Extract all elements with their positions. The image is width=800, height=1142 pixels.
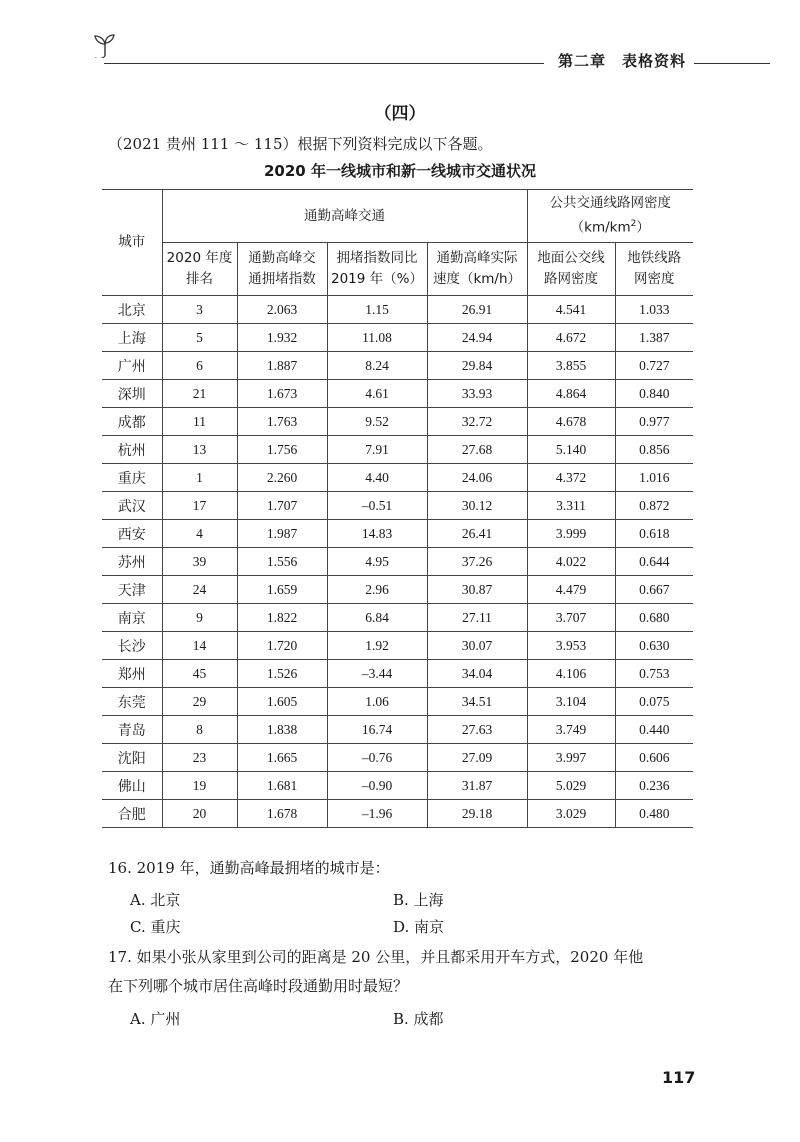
table-row [102,632,693,660]
cell-speed: 26.41 [427,520,527,548]
cell-rank: 1 [162,464,237,492]
cell-city: 天津 [102,576,162,604]
cell-yoy: 14.83 [327,520,427,548]
table-row [102,716,693,744]
cell-rank: 19 [162,772,237,800]
cell-yoy: 6.84 [327,604,427,632]
cell-speed: 34.04 [427,660,527,688]
cell-metro: 0.667 [615,576,693,604]
table-row [102,772,693,800]
header-city: 城市 [102,190,162,296]
table-row [102,436,693,464]
cell-bus: 4.672 [527,324,615,352]
header-yoy-change: 拥堵指数同比 2019 年（%） [327,243,427,296]
cell-bus: 3.855 [527,352,615,380]
cell-bus: 3.707 [527,604,615,632]
page-number: 117 [662,1068,696,1087]
cell-speed: 33.93 [427,380,527,408]
traffic-data-table [102,189,693,828]
cell-bus: 3.029 [527,800,615,828]
intro-text: （2021 贵州 111 ～ 115）根据下列资料完成以下各题。 [108,135,493,153]
cell-speed: 27.11 [427,604,527,632]
cell-metro: 0.840 [615,380,693,408]
cell-metro: 0.075 [615,688,693,716]
cell-metro: 0.618 [615,520,693,548]
cell-yoy: 4.61 [327,380,427,408]
cell-rank: 29 [162,688,237,716]
table-row [102,296,693,324]
cell-yoy: 4.95 [327,548,427,576]
question-17-stem-line-2: 在下列哪个城市居住高峰时段通勤用时最短？ [108,977,409,995]
cell-speed: 30.12 [427,492,527,520]
cell-speed: 30.07 [427,632,527,660]
cell-yoy: 16.74 [327,716,427,744]
cell-bus: 3.953 [527,632,615,660]
cell-metro: 0.753 [615,660,693,688]
cell-index: 1.720 [237,632,327,660]
cell-yoy: –0.76 [327,744,427,772]
cell-index: 1.526 [237,660,327,688]
cell-metro: 0.727 [615,352,693,380]
cell-city: 深圳 [102,380,162,408]
cell-speed: 24.94 [427,324,527,352]
cell-bus: 3.749 [527,716,615,744]
cell-city: 北京 [102,296,162,324]
cell-city: 沈阳 [102,744,162,772]
cell-rank: 9 [162,604,237,632]
cell-city: 广州 [102,352,162,380]
running-header-title: 第二章 表格资料 [558,52,687,70]
cell-index: 2.260 [237,464,327,492]
cell-index: 1.556 [237,548,327,576]
cell-speed: 27.68 [427,436,527,464]
table-row [102,408,693,436]
cell-rank: 14 [162,632,237,660]
cell-metro: 0.480 [615,800,693,828]
cell-rank: 21 [162,380,237,408]
table-row [102,604,693,632]
table-row [102,660,693,688]
cell-city: 合肥 [102,800,162,828]
table-body [102,296,693,828]
question-17-option-b: B. 成都 [393,1010,444,1028]
table-row [102,380,693,408]
cell-yoy: –0.51 [327,492,427,520]
cell-yoy: –1.96 [327,800,427,828]
cell-index: 1.822 [237,604,327,632]
cell-bus: 4.372 [527,464,615,492]
cell-index: 1.932 [237,324,327,352]
header-congestion-index: 通勤高峰交 通拥堵指数 [237,243,327,296]
cell-rank: 5 [162,324,237,352]
cell-bus: 3.311 [527,492,615,520]
cell-city: 佛山 [102,772,162,800]
header-metro-density: 地铁线路 网密度 [615,243,693,296]
cell-yoy: –3.44 [327,660,427,688]
cell-rank: 20 [162,800,237,828]
cell-metro: 1.016 [615,464,693,492]
cell-yoy: 11.08 [327,324,427,352]
header-commute-group: 通勤高峰交通 [162,190,527,243]
header-network-group: 公共交通线路网密度 $(km/km^2)$ [527,190,693,243]
cell-rank: 6 [162,352,237,380]
cell-city: 苏州 [102,548,162,576]
header-peak-speed: 通勤高峰实际 速度（km/h） [427,243,527,296]
cell-yoy: 1.92 [327,632,427,660]
question-16-option-b: B. 上海 [393,891,444,909]
cell-speed: 27.09 [427,744,527,772]
cell-rank: 45 [162,660,237,688]
cell-yoy: 2.96 [327,576,427,604]
table-row [102,520,693,548]
cell-rank: 3 [162,296,237,324]
table-row [102,800,693,828]
cell-rank: 23 [162,744,237,772]
cell-yoy: 1.15 [327,296,427,324]
cell-rank: 39 [162,548,237,576]
cell-speed: 32.72 [427,408,527,436]
cell-rank: 13 [162,436,237,464]
cell-metro: 0.680 [615,604,693,632]
cell-city: 青岛 [102,716,162,744]
cell-speed: 31.87 [427,772,527,800]
cell-metro: 0.440 [615,716,693,744]
question-16-option-c: C. 重庆 [130,918,181,936]
cell-yoy: 1.06 [327,688,427,716]
cell-yoy: 8.24 [327,352,427,380]
cell-bus: 4.479 [527,576,615,604]
cell-yoy: –0.90 [327,772,427,800]
cell-yoy: 7.91 [327,436,427,464]
question-16-stem: 16. 2019 年，通勤高峰最拥堵的城市是： [108,859,390,877]
cell-metro: 1.387 [615,324,693,352]
table-row [102,464,693,492]
cell-city: 成都 [102,408,162,436]
cell-index: 1.763 [237,408,327,436]
table-row [102,492,693,520]
section-heading: （四） [374,104,426,124]
cell-rank: 11 [162,408,237,436]
table-row [102,576,693,604]
cell-index: 1.838 [237,716,327,744]
table-row [102,324,693,352]
cell-bus: 4.864 [527,380,615,408]
cell-rank: 8 [162,716,237,744]
cell-bus: 3.104 [527,688,615,716]
cell-metro: 0.630 [615,632,693,660]
cell-city: 杭州 [102,436,162,464]
cell-index: 1.756 [237,436,327,464]
cell-city: 西安 [102,520,162,548]
table-row [102,352,693,380]
table-row [102,688,693,716]
cell-metro: 0.872 [615,492,693,520]
cell-index: 2.063 [237,296,327,324]
cell-index: 1.673 [237,380,327,408]
cell-index: 1.681 [237,772,327,800]
table-row [102,744,693,772]
cell-speed: 37.26 [427,548,527,576]
cell-city: 长沙 [102,632,162,660]
cell-bus: 5.140 [527,436,615,464]
header-bus-density: 地面公交线 路网密度 [527,243,615,296]
cell-metro: 1.033 [615,296,693,324]
cell-yoy: 9.52 [327,408,427,436]
cell-rank: 17 [162,492,237,520]
cell-metro: 0.644 [615,548,693,576]
cell-index: 1.707 [237,492,327,520]
cell-speed: 26.91 [427,296,527,324]
question-16-option-a: A. 北京 [130,891,181,909]
question-16-option-d: D. 南京 [393,918,445,936]
cell-rank: 24 [162,576,237,604]
cell-metro: 0.856 [615,436,693,464]
cell-city: 南京 [102,604,162,632]
cell-index: 1.678 [237,800,327,828]
cell-bus: 4.678 [527,408,615,436]
cell-bus: 5.029 [527,772,615,800]
cell-yoy: 4.40 [327,464,427,492]
cell-bus: 3.997 [527,744,615,772]
cell-index: 1.987 [237,520,327,548]
cell-index: 1.659 [237,576,327,604]
header-rule-left [104,63,544,64]
cell-bus: 3.999 [527,520,615,548]
cell-city: 东莞 [102,688,162,716]
cell-speed: 29.18 [427,800,527,828]
cell-bus: 4.022 [527,548,615,576]
cell-bus: 4.106 [527,660,615,688]
cell-index: 1.887 [237,352,327,380]
cell-speed: 30.87 [427,576,527,604]
header-rule-right [694,63,770,64]
cell-metro: 0.236 [615,772,693,800]
header-rank: 2020 年度 排名 [162,243,237,296]
cell-speed: 27.63 [427,716,527,744]
cell-index: 1.605 [237,688,327,716]
cell-bus: 4.541 [527,296,615,324]
cell-speed: 24.06 [427,464,527,492]
sprout-icon [92,32,118,58]
cell-city: 郑州 [102,660,162,688]
cell-speed: 29.84 [427,352,527,380]
cell-city: 上海 [102,324,162,352]
question-17-stem-line-1: 17. 如果小张从家里到公司的距离是 20 公里，并且都采用开车方式，2020 年他 [108,948,644,966]
cell-city: 重庆 [102,464,162,492]
cell-metro: 0.606 [615,744,693,772]
table-row [102,548,693,576]
table-caption: 2020 年一线城市和新一线城市交通状况 [264,162,536,180]
cell-city: 武汉 [102,492,162,520]
cell-metro: 0.977 [615,408,693,436]
cell-index: 1.665 [237,744,327,772]
cell-speed: 34.51 [427,688,527,716]
cell-rank: 4 [162,520,237,548]
question-17-option-a: A. 广州 [130,1010,181,1028]
